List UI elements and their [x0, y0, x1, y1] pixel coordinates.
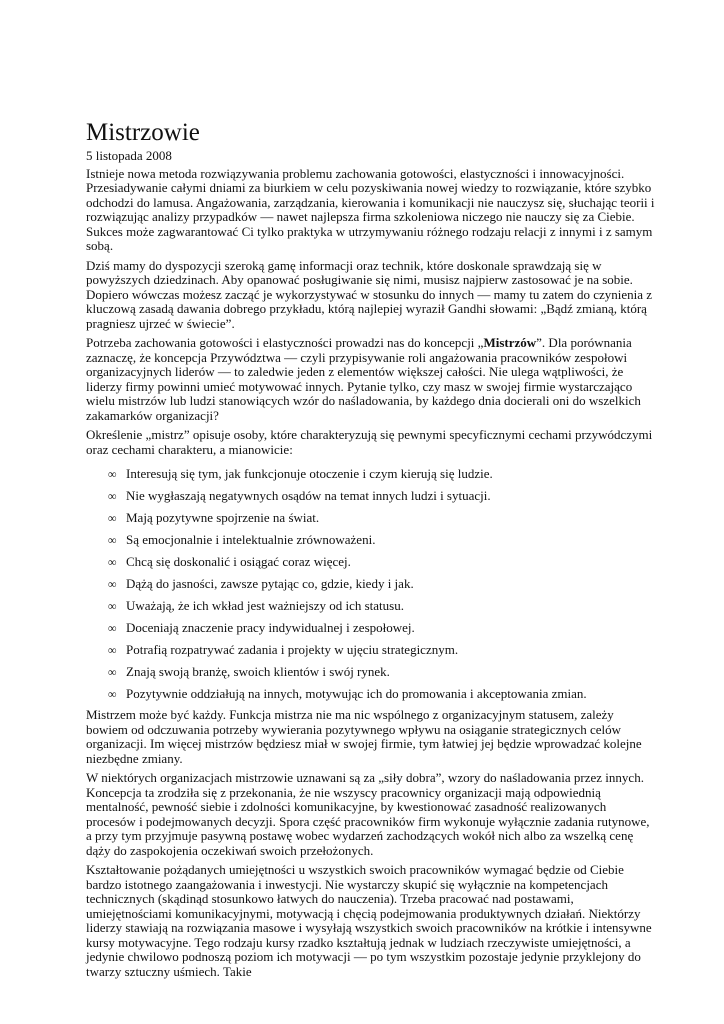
- infinity-icon: ∞: [108, 621, 117, 635]
- paragraph-4: Określenie „mistrz” opisuje osoby, które charakteryzują się pewnymi specyficznymi cechami przywódczymi oraz cechami charakteru, a mianowicie:: [86, 427, 653, 457]
- list-item-text: Potrafią rozpatrywać zadania i projekty w ujęciu strategicznym.: [126, 642, 459, 657]
- infinity-icon: ∞: [108, 643, 117, 657]
- mistrzow-bold-term: Mistrzów: [483, 335, 537, 350]
- list-item: [86, 463, 656, 485]
- paragraph-3: [86, 336, 656, 423]
- list-item: [86, 639, 656, 661]
- infinity-icon: ∞: [108, 555, 117, 569]
- list-item: [86, 551, 656, 573]
- list-item: [86, 485, 656, 507]
- infinity-icon: ∞: [108, 467, 117, 481]
- infinity-icon: ∞: [108, 489, 117, 503]
- paragraph-5: Mistrzem może być każdy. Funkcja mistrza nie ma nic wspólnego z organizacyjnym statusem, zależy bowiem od odczuwania potrzeby wywierania pozytywnego wpływu na osiąganie strategicznych celów organizacji. Im więcej mistrzów będziesz miał w swojej firmie, tym łatwiej jej będzie wprowadzać kolejne niezbędne zmiany.: [86, 707, 642, 766]
- list-item: [86, 507, 656, 529]
- infinity-icon: ∞: [108, 687, 117, 701]
- paragraph-1: Istnieje nowa metoda rozwiązywania problemu zachowania gotowości, elastyczności i innowacyjności. Przesiadywanie całymi dniami za biurkiem w celu pozyskiwania nowej wiedzy to rozwiązanie, które szybko odchodzi do lamusa. Angażowania, zarządzania, kierowania i komunikacji nie nauczysz się, słuchając teorii i rozwiązując analizy przypadków — nawet najlepsza firma szkoleniowa niczego nie nauczy się za Ciebie. Sukces może zagwarantować Ci tylko praktyka w utrzymywaniu różnego rodzaju relacji z innymi i z samym sobą.: [86, 165, 655, 253]
- list-item-text: Dążą do jasności, zawsze pytając co, gdzie, kiedy i jak.: [126, 576, 414, 591]
- infinity-icon: ∞: [108, 511, 117, 525]
- paragraph-6: W niektórych organizacjach mistrzowie uznawani są za „siły dobra”, wzory do naśladowania przez innych. Koncepcja ta zrodziła się z przekonania, że nie wszyscy pracownicy organizacji mają odpowiednią mentalność, pewność siebie i zdolności komunikacyjne, by kwestionować zasadność realizowanych procesów i podejmowanych decyzji. Spora część pracowników firm wykonuje wyłącznie zadania rutynowe, a przy tym przyjmuje pasywną postawę wobec wydarzeń zachodzących wokół nich albo za wszelką cenę dąży do zaspokojenia oczekiwań swoich przełożonych.: [86, 770, 650, 858]
- paragraph-3-text-end: ”. Dla porównania zaznaczę, że koncepcja Przywództwa — czyli przypisywanie roli angażowania pracowników zespołowi organizacyjnych liderów — to zaledwie jeden z elementów większej całości. Nie ulega wątpliwości, że liderzy firmy powinni umieć motywować innych. Pytanie tylko, czy masz w swojej firmie wystarczająco wielu mistrzów lub ludzi stanowiących wzór do naśladowania, by każdego dnia docierali oni do wszelkich zakamarków organizacji?: [86, 335, 641, 423]
- paragraph-7: Kształtowanie pożądanych umiejętności u wszystkich swoich pracowników wymagać będzie od Ciebie bardzo istotnego zaangażowania i inwestycji. Nie wystarczy skupić się wyłącznie na kompetencjach technicznych (skądinąd stosunkowo łatwych do nauczenia). Trzeba pracować nad postawami, umiejętnościami komunikacyjnymi, motywacją i chęcią podejmowania produktywnych działań. Niektórzy liderzy stawiają na rozwiązania masowe i wysyłają wszystkich swoich pracowników na krótkie i intensywne kursy motywacyjne. Tego rodzaju kursy rzadko kształtują jednak w ludziach rzeczywiste umiejętności, a jedynie chwilowo podnoszą poziom ich motywacji — po tym wszystkim pozostaje jedynie przyklejony do twarzy sztuczny uśmiech. Takie: [86, 862, 652, 979]
- list-item: [86, 529, 656, 551]
- paragraph-3-text-start: Potrzeba zachowania gotowości i elastyczności prowadzi nas do koncepcji „: [86, 335, 484, 350]
- article-title: Mistrzowie: [86, 119, 200, 146]
- list-item-text: Są emocjonalnie i intelektualnie zrównoważeni.: [126, 532, 376, 547]
- list-item: [86, 573, 656, 595]
- list-item-text: Znają swoją branżę, swoich klientów i swój rynek.: [126, 664, 390, 679]
- list-item-text: Nie wygłaszają negatywnych osądów na temat innych ludzi i sytuacji.: [126, 488, 491, 503]
- list-item: [86, 617, 656, 639]
- list-item: [86, 683, 656, 705]
- infinity-icon: ∞: [108, 599, 117, 613]
- master-traits-list: [86, 463, 656, 705]
- infinity-icon: ∞: [108, 577, 117, 591]
- infinity-icon: ∞: [108, 533, 117, 547]
- list-item-text: Uważają, że ich wkład jest ważniejszy od ich statusu.: [126, 598, 404, 613]
- list-item-text: Mają pozytywne spojrzenie na świat.: [126, 510, 320, 525]
- list-item-text: Interesują się tym, jak funkcjonuje otoczenie i czym kierują się ludzie.: [126, 466, 493, 481]
- list-item-text: Pozytywnie oddziałują na innych, motywując ich do promowania i akceptowania zmian.: [126, 686, 587, 701]
- document-page: [86, 118, 656, 984]
- paragraph-2: Dziś mamy do dyspozycji szeroką gamę informacji oraz technik, które doskonale sprawdzają się w powyższych dziedzinach. Aby opanować posługiwanie się nimi, musisz najpierw zastosować je na sobie. Dopiero wówczas możesz zacząć je wykorzystywać w stosunku do innych — mamy tu zatem do czynienia z kluczową zasadą dawania dobrego przykładu, którą najlepiej wyraził Gandhi słowami: „Bądź zmianą, którą pragniesz ujrzeć w świecie”.: [86, 257, 653, 331]
- list-item: [86, 661, 656, 683]
- article-date: 5 listopada 2008: [86, 148, 172, 163]
- list-item-text: Chcą się doskonalić i osiągać coraz więcej.: [126, 554, 351, 569]
- infinity-icon: ∞: [108, 665, 117, 679]
- list-item-text: Doceniają znaczenie pracy indywidualnej i zespołowej.: [126, 620, 415, 635]
- list-item: [86, 595, 656, 617]
